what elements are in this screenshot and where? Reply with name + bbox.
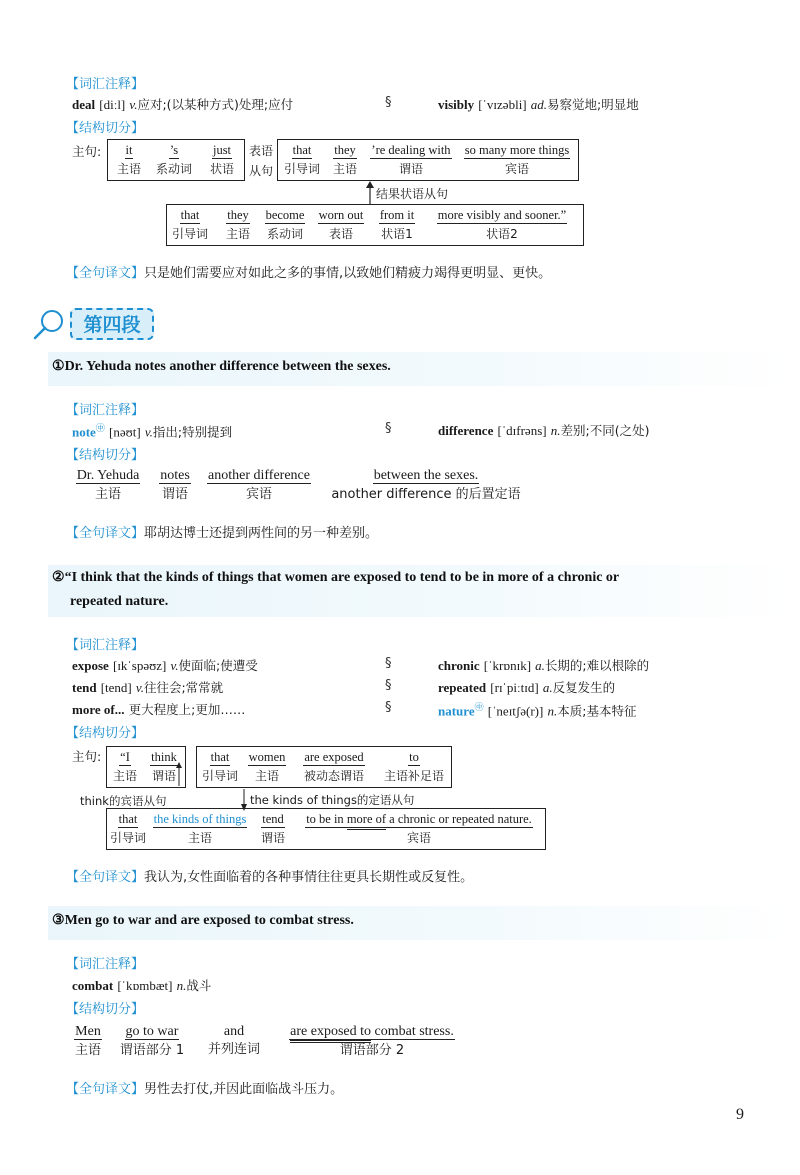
sentence-2-line1: ②“I think that the kinds of things that women are exposed to tend to be in more of a chronic or <box>52 570 620 585</box>
structure-part: notes 谓语 <box>160 468 190 502</box>
vocab-entry-combat: combat [ˈkɒmbæt] n.战斗 <box>72 978 212 993</box>
structure-label-s1: 【结构切分】 <box>66 448 145 463</box>
structure-part: go to war 谓语部分 1 <box>119 1024 185 1058</box>
separator-swirl-icon: § <box>385 700 392 715</box>
vocab-label-s3: 【词汇注释】 <box>66 957 145 972</box>
predicative-label: 表语 <box>249 144 274 158</box>
separator-swirl-icon: § <box>385 656 392 671</box>
structure-part: worn out 表语 <box>318 208 364 241</box>
structure-part: to be in more of a chronic or repeated nature. 宾语 <box>306 812 532 845</box>
section-title: 第四段 <box>83 314 141 336</box>
structure-part: think 谓语 <box>151 750 177 783</box>
vocab-entry-difference: difference [ˈdɪfrəns] n.差别;不同(之处) <box>438 423 650 438</box>
vocab-entry-nature: nature㊥ [ˈneɪtʃə(r)] n.本质;基本特征 <box>438 703 637 719</box>
structure-part: so many more things 宾语 <box>464 143 570 176</box>
vocab-word: deal <box>72 97 96 112</box>
sentence-3: ③Men go to war and are exposed to combat stress. <box>52 913 354 928</box>
structure-label-s3: 【结构切分】 <box>66 1002 145 1017</box>
vocab-phonetic: [diːl] <box>99 97 126 112</box>
vocab-definition: 应对;(以某种方式)处理;应付 <box>137 97 294 112</box>
structure-part: become 系动词 <box>265 208 305 241</box>
vocab-entry-more-of: more of... 更大程度上;更加…… <box>72 702 246 717</box>
vocab-entry-chronic: chronic [ˈkrɒnɪk] a.长期的;难以根除的 <box>438 658 650 673</box>
structure-label-top: 【结构切分】 <box>66 121 145 136</box>
structure-part: that 引导词 <box>201 750 238 783</box>
separator-swirl-icon: § <box>385 421 392 436</box>
structure-part: tend 谓语 <box>260 812 285 845</box>
vocab-entry-tend: tend [tend] v.往往会;常常就 <box>72 680 224 695</box>
translation-s1: 【全句译文】耶胡达博士还提到两性间的另一种差别。 <box>66 526 379 541</box>
main-clause-label: 主句: <box>72 144 102 159</box>
vocab-word: visibly <box>438 97 475 112</box>
vocab-label-s2: 【词汇注释】 <box>66 638 145 653</box>
structure-part: it 主语 <box>116 143 141 176</box>
vocab-entry-note: note㊥ [nəʊt] v.指出;特别提到 <box>72 424 233 440</box>
structure-part: are exposed to combat stress. 谓语部分 2 <box>290 1024 454 1058</box>
structure-part: to 主语补足语 <box>383 750 444 783</box>
vocab-phonetic: [ˈvɪzəbli] <box>478 97 527 112</box>
structure-part: ’re dealing with 谓语 <box>371 143 451 176</box>
magnifier-icon <box>30 307 70 341</box>
object-clause-label: think的宾语从句 <box>80 794 167 808</box>
page-number: 9 <box>736 1106 744 1123</box>
separator-swirl-icon: § <box>385 95 392 110</box>
structure-part: Dr. Yehuda 主语 <box>76 468 140 502</box>
arrow-up-icon <box>174 762 184 786</box>
vocab-entry-expose: expose [ɪkˈspəʊz] v.使面临;使遭受 <box>72 658 258 673</box>
attributive-clause-label: the kinds of things的定语从句 <box>250 793 415 807</box>
vocab-entry-visibly <box>438 95 639 113</box>
structure-part: the kinds of things 主语 <box>153 812 247 845</box>
vocab-label-top: 【词汇注释】 <box>66 77 145 92</box>
vocab-definition: 易察觉地;明显地 <box>547 97 639 112</box>
vocab-entry-deal <box>72 95 293 113</box>
structure-label-s2: 【结构切分】 <box>66 726 145 741</box>
result-clause-label: 结果状语从句 <box>376 187 449 201</box>
sentence-2-line2: repeated nature. <box>70 594 169 609</box>
translation-top: 【全句译文】只是她们需要应对如此之多的事情,以致她们精疲力竭得更明显、更快。 <box>66 266 552 281</box>
structure-part: between the sexes. another difference 的后置定语 <box>331 468 521 502</box>
sentence-1: ①Dr. Yehuda notes another difference between the sexes. <box>52 359 391 374</box>
structure-part: more visibly and sooner.” 状语2 <box>437 208 567 241</box>
translation-s2: 【全句译文】我认为,女性面临着的各种事情往往更具长期性或反复性。 <box>66 870 474 885</box>
structure-part: and 并列连词 <box>207 1024 260 1057</box>
clause-label: 从句 <box>249 164 274 178</box>
structure-part: they 主语 <box>332 143 357 176</box>
structure-part: they 主语 <box>225 208 250 241</box>
structure-part: women 主语 <box>248 750 286 783</box>
structure-part: Men 主语 <box>74 1024 101 1058</box>
structure-part: are exposed 被动态谓语 <box>303 750 364 783</box>
structure-part: that 引导词 <box>283 143 320 176</box>
structure-part: just 状语 <box>209 143 234 176</box>
main-clause-label: 主句: <box>72 749 102 764</box>
vocab-entry-repeated: repeated [rɪˈpiːtɪd] a.反复发生的 <box>438 680 616 695</box>
structure-part: ’s 系动词 <box>155 143 192 176</box>
vocab-pos: ad. <box>530 97 548 112</box>
separator-swirl-icon: § <box>385 678 392 693</box>
structure-part: from it 状语1 <box>379 208 415 241</box>
structure-part: that 引导词 <box>171 208 208 241</box>
structure-part: that 引导词 <box>109 812 146 845</box>
structure-part: “I 主语 <box>112 750 137 783</box>
vocab-label-s1: 【词汇注释】 <box>66 403 145 418</box>
structure-part: another difference 宾语 <box>208 468 310 502</box>
translation-s3: 【全句译文】男性去打仗,并因此面临战斗压力。 <box>66 1082 344 1097</box>
vocab-pos: v. <box>129 97 138 112</box>
